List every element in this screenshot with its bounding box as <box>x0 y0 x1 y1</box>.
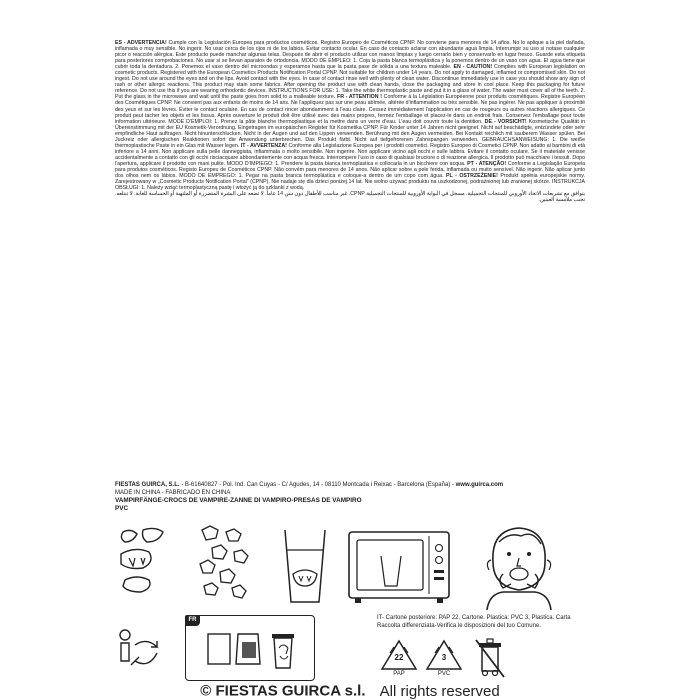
paste-pellets-icon <box>190 522 260 610</box>
step-microwave <box>345 522 453 610</box>
warning-text-block <box>115 40 585 470</box>
pt-text: Conforme a Legislação Europeia para produtos cosméticos. Registo Europeu de Cosméticos CPNP. Não convém para menores de 14 anos. Não aplicar sobre a pele ferida, inflamada ou muito sensível. Não ingerir. Não aplicar junto dos olhos nem os lábios. MODO DE EMPREGO: 1. Pegar na pasta branca termoplástica e coloque-a dentro de um copo com água. <box>115 160 585 180</box>
triman-icon <box>115 623 173 675</box>
instruction-illustrations <box>115 522 585 610</box>
pvc-code: 3 <box>441 653 447 662</box>
pap-label: PAP <box>393 671 405 677</box>
person-fitting-fangs-icon <box>463 522 573 610</box>
it-recycling-text: IT- Cartone posteriore: PAP 22, Cartone. Plastica: PVC 3, Plastica. Carta Raccolta differenziata-Verifica le disposizioni del tuo Comune. <box>377 615 571 629</box>
crossed-bin-icon <box>473 637 507 679</box>
company-name: FIESTAS GUIRCA, S.L. <box>115 482 180 488</box>
pvc-recycle-badge <box>425 639 463 679</box>
company-info <box>115 482 595 512</box>
company-line: FIESTAS GUIRCA, S.L. - B-61640827 - Pol. Ind. Can Cuyas - C/ Agudes, 14 - 08110 Montcada i Reixac - Barcelona (España) - www.guirca.com <box>115 482 504 488</box>
pl-heading: PL - OSTRZEŻENIE! <box>446 173 498 180</box>
step-paste <box>190 522 260 610</box>
company-address: B-61640827 - Pol. Ind. Can Cuyas - C/ Agudes, 14 - 08110 Montcada i Reixac - Barcelona (España) <box>184 482 451 488</box>
rights-text: All rights reserved <box>379 682 500 700</box>
de-heading: DE - VORSICHT! <box>484 118 527 125</box>
step-glass <box>275 522 335 610</box>
fr-label: FR <box>185 615 200 626</box>
fangs-icon <box>115 522 177 610</box>
fr-text: Conforme à la Législation Européenne pour produits cosmétiques. Registre Européen des Cosmétiques CPNP. Ne convient pas aux enfants de moins de 14 ans. Ne l'appliquez pas sur une peau abîmée, altérée d'inflammation ou très sensible. Ne pas ingérer. Ne pas appliquer à proximité des yeux et sur les lèvres. Éviter le contact oculaire. En cas de contact rincer abondamment à l'eau claire. Cessez immédiatement l'application en cas de rougeurs ou autres réactions allergiques. Ce produit peut tacher les objets et les tissus. Après ouverture le produit doit être utilisé avec des mains propres, fermez l'emballage et placez-le dans un endroit frais. Conservez l'emballage pour toute information ultérieure. MODE D'EMPLOI: 1. Prenez la pâte blanche thermoplastique et la mettre dans un verre d'eau. L'eau doit couvrir toute la dentition. <box>115 94 585 125</box>
step-fangs <box>115 522 177 610</box>
fr-sorting-box <box>185 615 315 681</box>
copyright-footer <box>0 682 700 700</box>
sorting-pictograms <box>204 628 304 674</box>
de-text: Kosmetische Qualität in Übereinstimmung mit der EU Kosmetik-Verordnung. Eingetragen im europäischen Register für Kosmetika CPNP. Für Kinder unter 14 Jahren nicht geeignet. Nicht auf beschädigte, entzündete oder sehr empfindliche Haut auftragen. Nicht hinunterschlucken. Nicht in der Augen und auf den Lippen verwenden. Berührung mit den Augen vermeiden. Bei Kontakt reichlich mit sauberem Wasser spülen. Bei Juckreiz oder allergischen Reaktionen sofort die Anwendung unterbrechen. Das Produkt färbt. Nicht auf tiefgefrorenen Zahnspangen verwenden. GEBRAUCHSANWEISUNG: 1. Die weiße thermoplastische Paste in ein Glas mit Wasser legen. <box>115 118 585 149</box>
pt-heading: PT - ATENÇÃO! <box>467 160 507 167</box>
en-heading: EN - CAUTION! <box>453 64 493 71</box>
it-heading: IT - AVVERTENZA! <box>240 142 287 149</box>
recycling-info <box>115 615 585 681</box>
glass-icon <box>275 522 335 610</box>
pap-recycle-badge <box>380 639 418 679</box>
step-person <box>463 522 573 610</box>
product-name: VAMPIRFÄNGE-CROCS DE VAMPIRE-ZANNE DI VAMPIRO-PRESAS DE VAMPIRO <box>115 497 362 505</box>
ar-text: يتوافق مع تشريعات الاتحاد الأوروبي للمنتجات التجميلية. مسجل في البوابة الأوروبية للمنتجات التجميلية CPNP. غير مناسب للأطفال دون سن 14 عاماً. لا تضعه على البشرة المتضررة أو الملتهبة أو الحساسة للغاية. لا تبتلعه. تجنب ملامسة العينين. <box>115 191 585 204</box>
copyright-text: © FIESTAS GUIRCA s.l. <box>200 682 366 700</box>
fr-heading: FR - ATTENTION ! <box>336 94 382 101</box>
pap-code: 22 <box>394 653 404 662</box>
microwave-icon <box>345 522 453 610</box>
company-website: www.guirca.com <box>455 482 504 488</box>
it-text: Conforme alla Legislazione Europea per i prodotti cosmetici. Registro Europeo di Cosmetici CPNP. Non adatto ai bambini di età inferiore a 14 anni. Non applicare sulla pelle danneggiata, infiammata o molto sensibile. Non ingerire. Non applicare vicino agli occhi e sulle labbra. Evitare il contatto oculare. Se il materiale venisse accidentalmente a contatto con gli occhi risciacquare abbondantemente con acqua fresca. Interrompere l'uso in caso di qualsiasi bruciore o di reazione allergica. Il prodotto può macchiare i tessuti. Dopo l'apertura, applicare il prodotto con mani pulite. MODO D'IMPIEGO: 1. Prendere la pasta bianca termoplastica e collocarla in un bicchiere con acqua. <box>115 142 585 167</box>
pl-text: Produkt spełnia europejskie normy. Zarejestrowany w „Cosmetic Products Notification Portal" (CPNP). Nie nadaje się dla dzieci poniżej 14 lat. Nie wolno używać produktu na uszkodzonej, podrażnionej lub zranionej skórze. INSTRUKCJA OBSŁUGI: 1. Należy wziąć termoplastyczną pastę i włożyć ją do szklanki z wodą. <box>115 173 585 192</box>
material-label: PVC <box>115 504 129 512</box>
en-text: Complies with European legislation on cosmetic products. Registered with the European Cosmetics Products Notification Portal CPNP. Not suitable for children under 14 years. Do not apply to damaged, inflamed or compromised skin. Do not ingest. Do not use around the eyes and on the lips. Avoid contact with the eyes. In case of contact rinse well with plenty of clean water. Discontinue immediately use in case you should show any sign of rash or other allergic reactions. This product may stain some fabrics. After opening the product use with clean hands, close the packaging and store in cool place. Keep this packaging for future reference. Do not use this if you are wearing orthodontic devices. INSTRUCTIONS FOR USE: 1. Take the white thermoplastic paste and put it in a glass of water. The water must cover all of the teeth. 2. Put the glass in the microwave and wait until the paste goes from solid to a malleable texture. <box>115 64 585 101</box>
es-heading: ES - ADVERTENCIA! <box>115 40 167 46</box>
made-in: MADE IN CHINA - FABRICADO EN CHINA <box>115 489 231 496</box>
card-icon <box>208 634 230 664</box>
es-text: Cumple con la Legislación Europea para productos cosméticos. Registro Europeo de Cosméticos CPNP. No conviene para menores de 14 años. No lo aplique a la piel dañada, inflamada o muy sensible. No ingerir. No usar cerca de los ojos ni de los labios. Evitar contacto ocular. En caso de contacto aclarar con abundante agua limpia. Interrumpir su uso si notase cualquier picor o reacción alérgica. Este producto puede manchar algunas telas. Después de abrir el producto utilizar con manos limpias y luego cerrarlo bien y conservarlo en lugar fresco. Guarde esta etiqueta para posteriores comprobaciones. No usar si se llevan aparatos de ortodoncia. MODO DE EMPLEO: 1. Coja la pasta blanca termoplástica y la ponemos dentro de un vaso con agua. El agua tiene que cubrir toda la dentadura. 2. Ponemos el vaso dentro del microondas y esperamos hasta que la pasta pase de sólida a una textura maleable. <box>115 40 585 71</box>
pvc-label: PVC <box>437 671 451 677</box>
